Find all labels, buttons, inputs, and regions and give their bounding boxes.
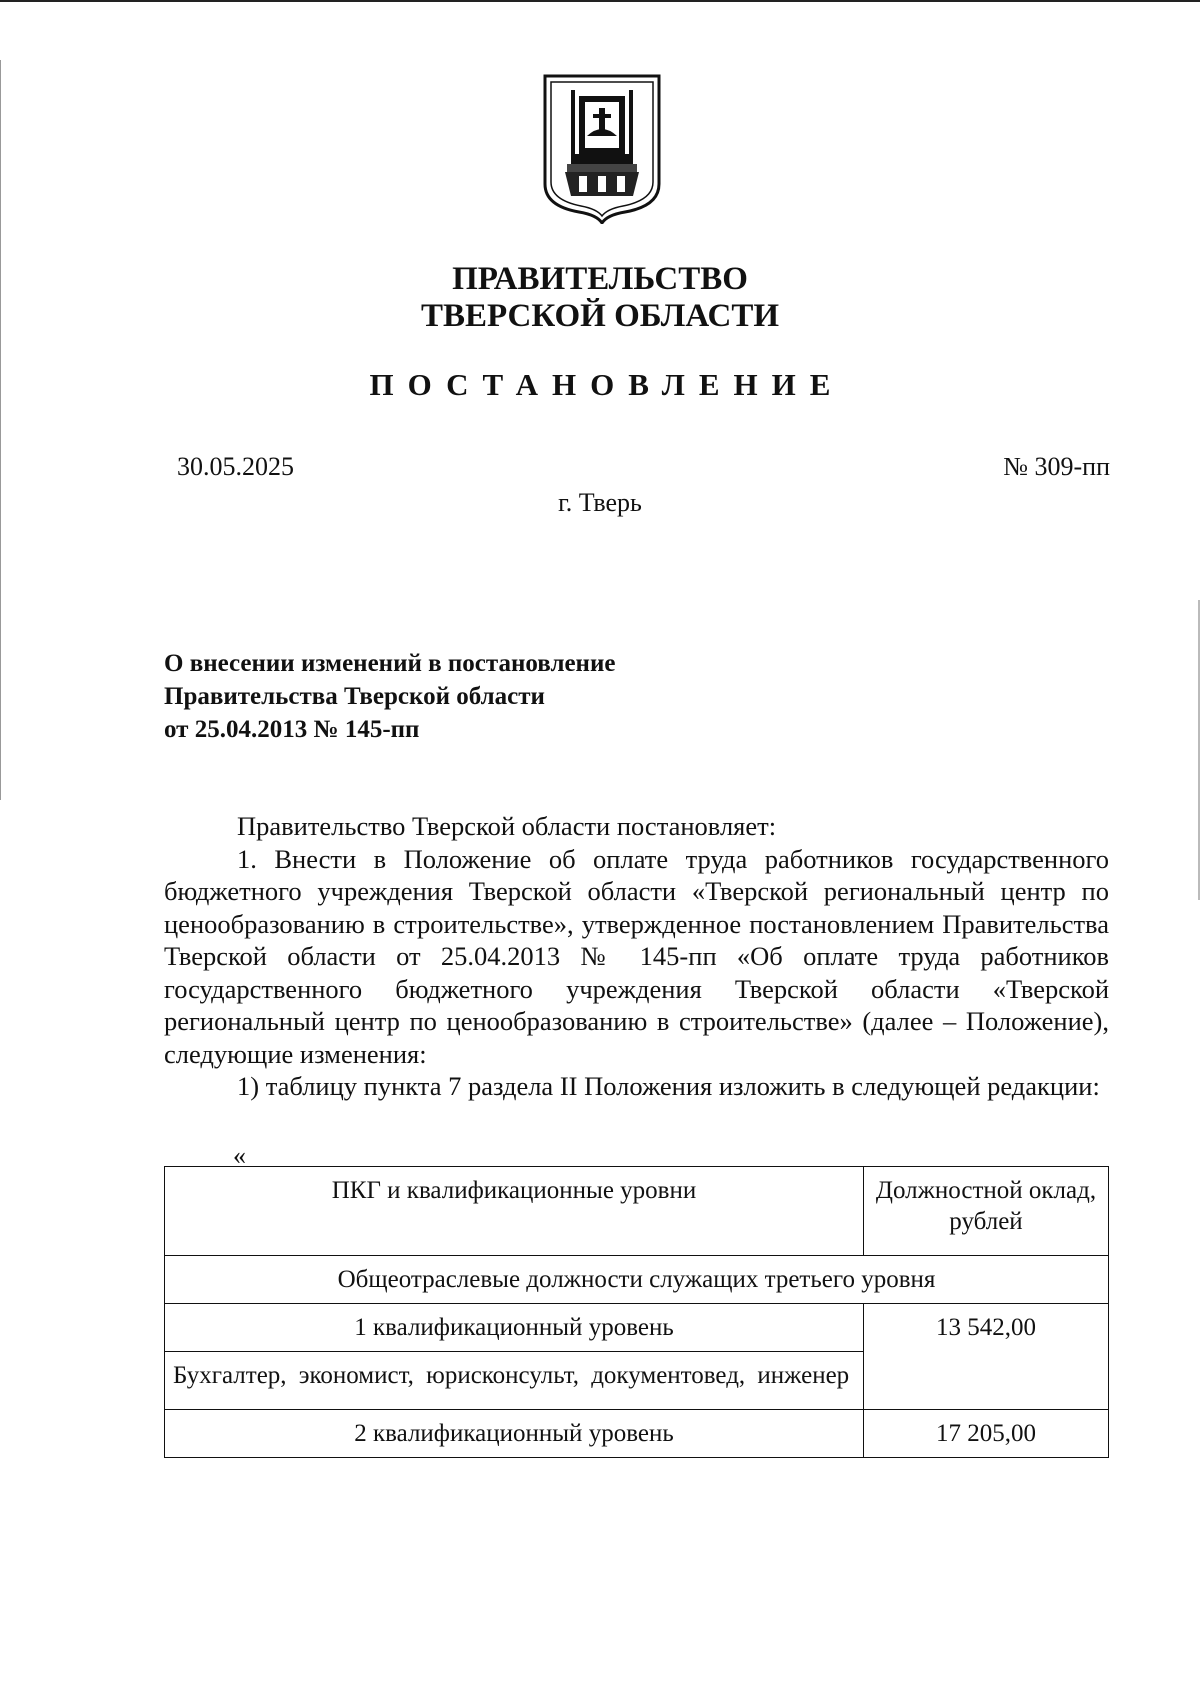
document-body bbox=[164, 810, 1109, 1103]
table-row bbox=[165, 1410, 1109, 1458]
government-name-line1: ПРАВИТЕЛЬСТВО bbox=[452, 261, 748, 297]
col-header-pkg: ПКГ и квалификационные уровни bbox=[165, 1167, 864, 1256]
item-1-1: 1) таблицу пункта 7 раздела II Положения изложить в следующей редакции: bbox=[237, 1071, 1100, 1101]
item-1: 1. Внести в Положение об оплате труда работников государственного бюджетного учреждения Тверской области «Тверской региональный центр по ценообразованию в строительстве», утвержденное постановлением Правительства Тверской области от 25.04.2013 № 145-пп «Об оплате труда работников государственного бюджетного учреждения Тверской области «Тверской региональный центр по ценообразованию в строительстве» (далее – Положение), следующие изменения: bbox=[164, 843, 1109, 1069]
level-1-positions: Бухгалтер, экономист, юрисконсульт, документовед, инженер bbox=[165, 1352, 864, 1410]
document-city: г. Тверь bbox=[558, 488, 642, 517]
group-title: Общеотраслевые должности служащих третьего уровня bbox=[165, 1256, 1109, 1304]
preamble: Правительство Тверской области постановляет: bbox=[237, 811, 777, 841]
salary-table bbox=[164, 1166, 1109, 1458]
level-2-salary: 17 205,00 bbox=[864, 1410, 1109, 1458]
document-number: № 309-пп bbox=[1003, 452, 1110, 481]
document-subject bbox=[164, 647, 615, 746]
document-date: 30.05.2025 bbox=[177, 452, 294, 481]
table-group-row bbox=[165, 1256, 1109, 1304]
quote-open: « bbox=[233, 1141, 246, 1170]
level-1-title: 1 квалификационный уровень bbox=[165, 1304, 864, 1352]
document-type: ПОСТАНОВЛЕНИЕ bbox=[369, 367, 845, 402]
level-1-salary: 13 542,00 bbox=[864, 1304, 1109, 1410]
scan-edge-top bbox=[0, 0, 1200, 2]
subject-line2: Правительства Тверской области bbox=[164, 683, 545, 710]
col-header-salary: Должностной оклад, рублей bbox=[864, 1167, 1109, 1256]
table-row bbox=[165, 1304, 1109, 1352]
government-name-line2: ТВЕРСКОЙ ОБЛАСТИ bbox=[420, 298, 780, 334]
level-2-title: 2 квалификационный уровень bbox=[165, 1410, 864, 1458]
subject-line3: от 25.04.2013 № 145-пп bbox=[164, 716, 420, 743]
coat-of-arms-emblem bbox=[541, 72, 663, 224]
table-header-row bbox=[165, 1167, 1109, 1256]
subject-line1: О внесении изменений в постановление bbox=[164, 650, 616, 677]
scan-edge-left bbox=[0, 60, 1, 800]
